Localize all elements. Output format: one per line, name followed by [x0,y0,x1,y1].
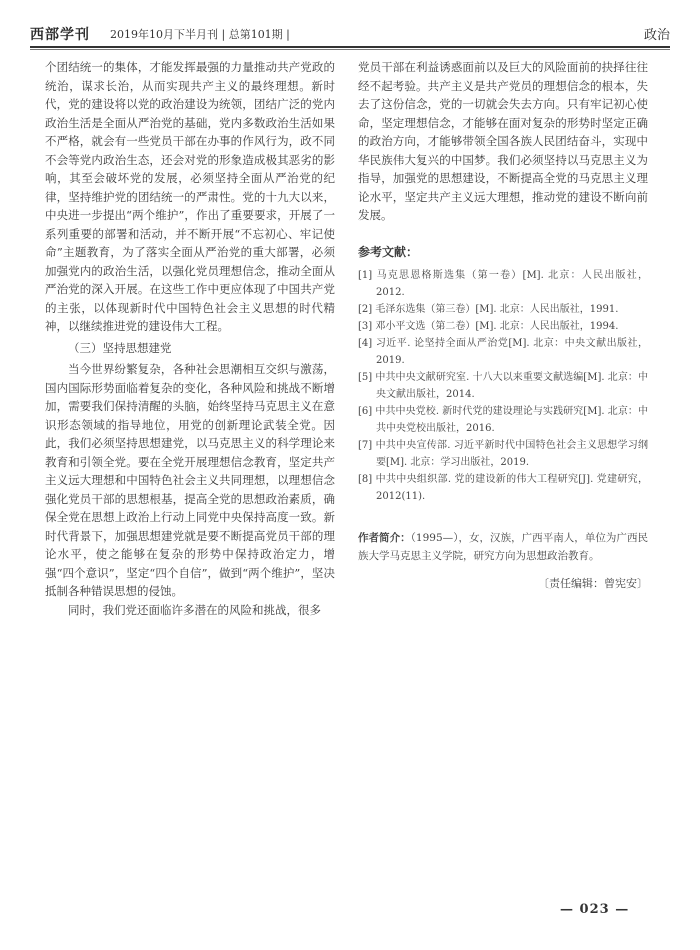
header-rule-thin [30,49,670,50]
header-rule [30,46,670,48]
reference-item: [3] 邓小平文选（第二卷）[M]. 北京：人民出版社，1994. [358,321,619,332]
reference-item: [2] 毛泽东选集（第三卷）[M]. 北京：人民出版社，1991. [358,304,619,315]
page-number: — 023 — [560,902,630,917]
paragraph: 党员干部在利益诱惑面前以及巨大的风险面前的抉择往往经不起考验。共产主义是共产党员的理想信念的根本，失去了这份信念，党的一切就会失去方向。只有牢记初心使命，坚定理想信念，才能够在面对复杂的形势时坚定正确的政治方向，才能够带领全国各族人民团结奋斗，实现中华民族伟大复兴的中国梦。我们必须坚持以马克思主义为指导，加强党的思想建设，不断提高全党的马克思主义理论水平，坚定共产主义远大理想，推动党的建设不断向前发展。 [358,60,648,222]
author-bio [358,529,648,565]
reference-item: [5] 中共中央文献研究室. 十八大以来重要文献选编[M]. 北京：中央文献出版社，2014. [358,372,648,400]
left-column [45,58,335,619]
reference-list [358,267,648,505]
paragraph: 当今世界纷繁复杂，各种社会思潮相互交织与激荡，国内国际形势面临着复杂的变化，各种风险和挑战不断增加，需要我们保持清醒的头脑，始终坚持马克思主义在意识形态领域的指导地位，用党的创新理论武装全党。因此，我们必须坚持思想建党，以马克思主义的科学理论来教育和引领全党。要在全党开展理想信念教育，坚定共产主义远大理想和中国特色社会主义共同理想，以理想信念强化党员干部的思想根基，提高全党的思想政治素质，确保全党在思想上政治上行动上同党中央保持高度一致。新时代背景下，加强思想建党就是要不断提高党员干部的理论水平，使之能够在复杂的形势中保持政治定力，增强“四个意识”，坚定“四个自信”，做到“两个维护”，坚决抵制各种错误思想的侵蚀。 [45,362,335,598]
page-header [30,22,670,44]
section-heading: （三）坚持思想建党 [68,340,172,355]
reference-item: [8] 中共中央组织部. 党的建设新的伟大工程研究[J]. 党建研究，2012(11). [358,474,648,502]
paragraph: 同时，我们党还面临许多潜在的风险和挑战，很多 [68,602,321,617]
reference-item: [6] 中共中央党校. 新时代党的建设理论与实践研究[M]. 北京：中共中央党校出版社，2016. [358,406,648,434]
author-bio-text: （1995—），女，汉族，广西平南人，单位为广西民族大学马克思主义学院，研究方向为思想政治教育。 [358,532,648,562]
issue-info: 2019年10月下半月刊 | 总第101期 | [110,28,290,41]
reference-item: [1] 马克思恩格斯选集（第一卷）[M]. 北京：人民出版社，2012. [358,270,648,298]
reference-item: [7] 中共中央宣传部. 习近平新时代中国特色社会主义思想学习纲要[M]. 北京：学习出版社，2019. [358,440,648,468]
references-title: 参考文献： [358,244,419,259]
journal-name: 西部学刊 [30,27,90,43]
right-column [358,58,648,594]
reference-item: [4] 习近平. 论坚持全面从严治党[M]. 北京：中央文献出版社，2019. [358,338,648,366]
section-label: 政治 [643,28,670,43]
author-bio-label: 作者简介： [358,532,411,544]
paragraph: 个团结统一的集体，才能发挥最强的力量推动共产党政的统治，谋求长治，从而实现共产主义的最终理想。新时代，党的建设将以党的政治建设为统领，团结广泛的党内政治生活是全面从严治党的基础，党内多数政治生活如果不严格，就会有一些党员干部在办事的作风行为，政不同不会等党内政治生态，还会对党的形象造成极其恶劣的影响，其至会破坏党的发展，必须坚持全面从严治党的纪律，坚持维护党的团结统一的严肃性。党的十九大以来，中央进一步提出“两个维护”，作出了重要要求，开展了一系列重要的部署和活动，并不断开展“不忘初心、牢记使命”主题教育，为了落实全面从严治党的重大部署，必须加强党内的政治生活，以强化党员理想信念，推动全面从严治党的深入开展。在这些工作中更应体现了中国共产党的主张，以体现新时代中国特色社会主义思想的时代精神，以继续推进党的建设伟大工程。 [45,60,335,333]
editor-note: 〔责任编辑：曾宪安〕 [538,577,648,590]
